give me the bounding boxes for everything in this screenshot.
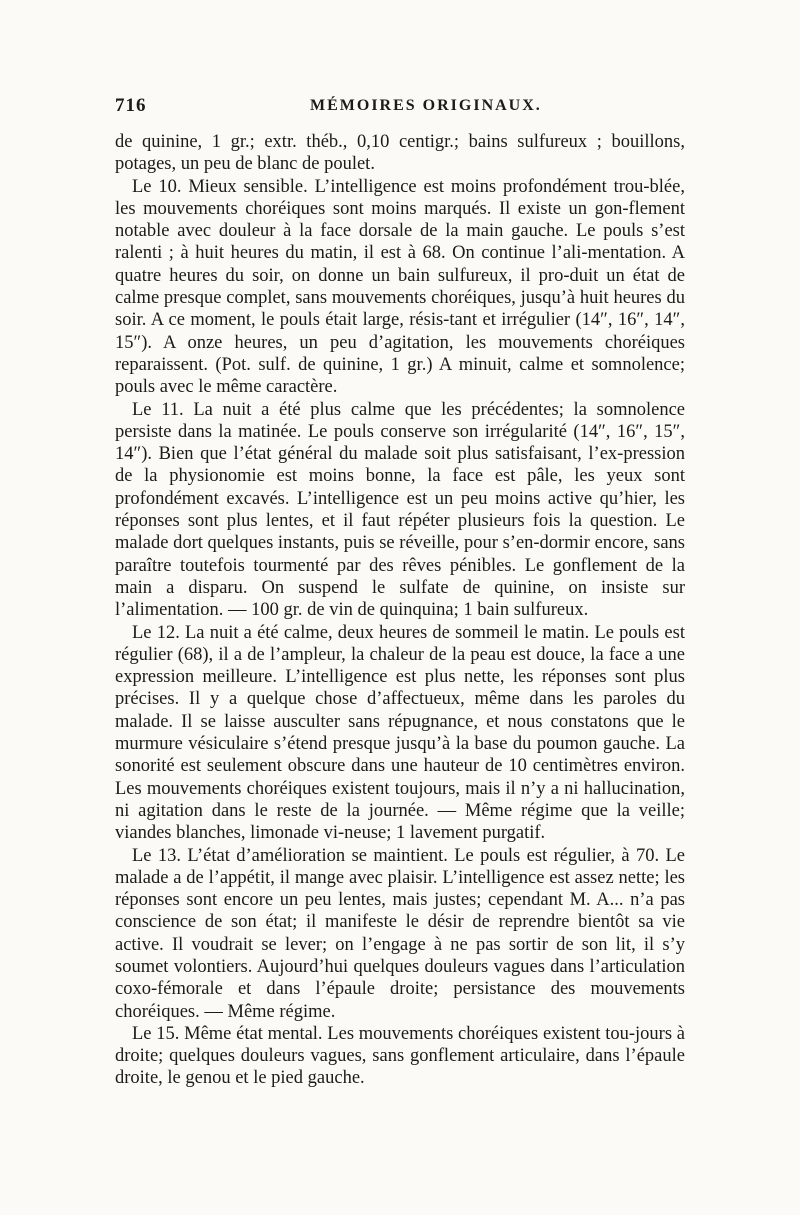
paragraph: Le 12. La nuit a été calme, deux heures de sommeil le matin. Le pouls est régulier (68), il a de l’ampleur, la chaleur de la peau est douce, la face a une expression meilleure. L’intelligence est plus nette, les réponses sont plus précises. Il y a quelque chose d’affectueux, même dans les paroles du malade. Il se laisse ausculter sans répugnance, et nous constatons que le murmure vésiculaire s’étend presque jusqu’à la base du poumon gauche. La sonorité est seulement obscure dans une hauteur de 10 centimètres environ. Les mouvements choréiques existent toujours, mais il n’y a ni hallucination, ni agitation dans le reste de la journée. — Même régime que la veille; viandes blanches, limonade vi-neuse; 1 lavement purgatif. (115, 622, 685, 844)
body-text (115, 131, 685, 1090)
book-page (115, 95, 685, 1155)
paragraph: Le 11. La nuit a été plus calme que les précédentes; la somnolence persiste dans la matinée. Le pouls conserve son irrégularité (14″, 16″, 15″, 14″). Bien que l’état général du malade soit plus satisfaisant, l’ex-pression de la physionomie est moins bonne, la face est pâle, les yeux sont profondément excavés. L’intelligence est un peu moins active qu’hier, les réponses sont plus lentes, et il faut répéter plusieurs fois la question. Le malade dort quelques instants, puis se réveille, pour s’en-dormir encore, sans paraître toutefois tourmenté par des rêves pénibles. Le gonflement de la main a disparu. On suspend le sulfate de quinine, on insiste sur l’alimentation. — 100 gr. de vin de quinquina; 1 bain sulfureux. (115, 399, 685, 621)
paragraph: Le 10. Mieux sensible. L’intelligence est moins profondément trou-blée, les mouvements choréiques sont moins marqués. Il existe un gon-flement notable avec douleur à la face dorsale de la main gauche. Le pouls s’est ralenti ; à huit heures du matin, il est à 68. On continue l’ali-mentation. A quatre heures du soir, on donne un bain sulfureux, il pro-duit un état de calme presque complet, sans mouvements choréiques, jusqu’à huit heures du soir. A ce moment, le pouls était large, résis-tant et irrégulier (14″, 16″, 14″, 15″). A onze heures, un peu d’agitation, les mouvements choréiques reparaissent. (Pot. sulf. de quinine, 1 gr.) A minuit, calme et somnolence; pouls avec le même caractère. (115, 176, 685, 398)
page-number: 716 (115, 95, 147, 116)
paragraph: de quinine, 1 gr.; extr. théb., 0,10 centigr.; bains sulfureux ; bouillons, potages, un peu de blanc de poulet. (115, 132, 685, 175)
page-header (115, 95, 685, 123)
paragraph: Le 15. Même état mental. Les mouvements choréiques existent tou-jours à droite; quelques douleurs vagues, sans gonflement articulaire, dans l’épaule droite, le genou et le pied gauche. (115, 1023, 685, 1089)
paragraph: Le 13. L’état d’amélioration se maintient. Le pouls est régulier, à 70. Le malade a de l’appétit, il mange avec plaisir. L’intelligence est assez nette; les réponses sont encore un peu lentes, mais justes; cependant M. A... n’a pas conscience de son état; il manifeste le désir de reprendre bientôt sa vie active. Il voudrait se lever; on l’engage à ne pas sortir de son lit, il s’y soumet volontiers. Aujourd’hui quelques douleurs vagues dans l’articulation coxo-fémorale et dans l’épaule droite; persistance des mouvements choréiques. — Même régime. (115, 845, 685, 1022)
running-head: MÉMOIRES ORIGINAUX. (310, 97, 542, 114)
